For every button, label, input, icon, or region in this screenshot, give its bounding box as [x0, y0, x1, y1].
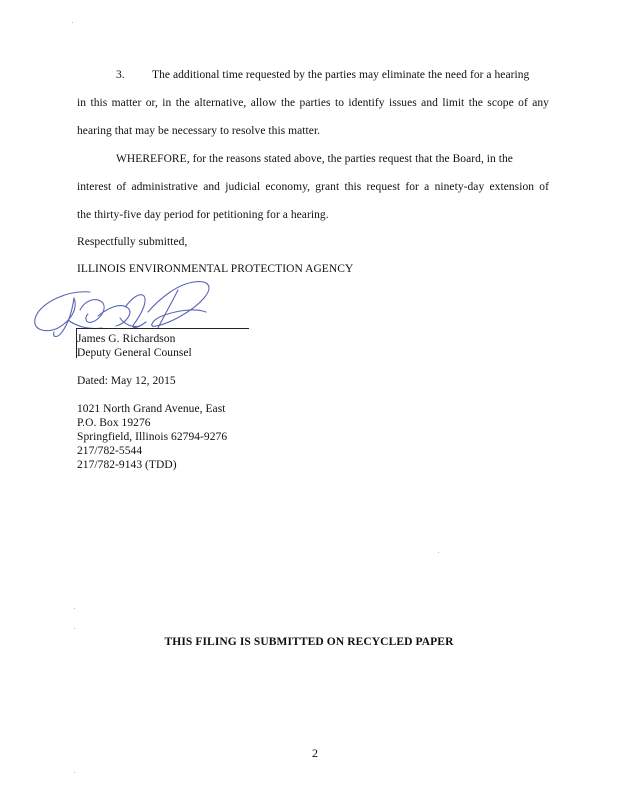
address-line2: P.O. Box 19276 [77, 417, 151, 429]
closing: Respectfully submitted, [77, 236, 188, 248]
address-phone: 217/782-5544 [77, 445, 143, 457]
scan-speck [74, 772, 75, 773]
wherefore-line2: interest of administrative and judicial economy, grant this request for a ninety-day extension of [77, 181, 549, 193]
wherefore-line1: WHEREFORE, for the reasons stated above, the parties request that the Board, in the [116, 153, 513, 165]
page-number: 2 [312, 746, 318, 760]
dated-line: Dated: May 12, 2015 [77, 375, 176, 387]
scan-speck [72, 22, 73, 23]
signer-title: Deputy General Counsel [77, 347, 192, 359]
para3-line3: hearing that may be necessary to resolve this matter. [77, 125, 321, 137]
recycled-paper-note: THIS FILING IS SUBMITTED ON RECYCLED PAPER [164, 636, 454, 648]
wherefore-line3: the thirty-five day period for petitioning for a hearing. [77, 209, 329, 221]
para3-line2: in this matter or, in the alternative, allow the parties to identify issues and limit the scope of any [77, 97, 549, 109]
agency-name: ILLINOIS ENVIRONMENTAL PROTECTION AGENCY [77, 263, 354, 275]
para3-number: 3. [116, 69, 125, 81]
address-line3: Springfield, Illinois 62794-9276 [77, 431, 228, 443]
para3-line1-text: The additional time requested by the parties may eliminate the need for a hearing [152, 69, 530, 81]
signer-name: James G. Richardson [77, 333, 176, 345]
address-tdd: 217/782-9143 (TDD) [77, 459, 177, 471]
scan-speck [74, 608, 75, 609]
signature-line [77, 328, 249, 329]
scan-speck [438, 552, 439, 553]
para3-line1 [116, 68, 549, 82]
scan-speck [74, 628, 75, 629]
address-line1: 1021 North Grand Avenue, East [77, 403, 226, 415]
